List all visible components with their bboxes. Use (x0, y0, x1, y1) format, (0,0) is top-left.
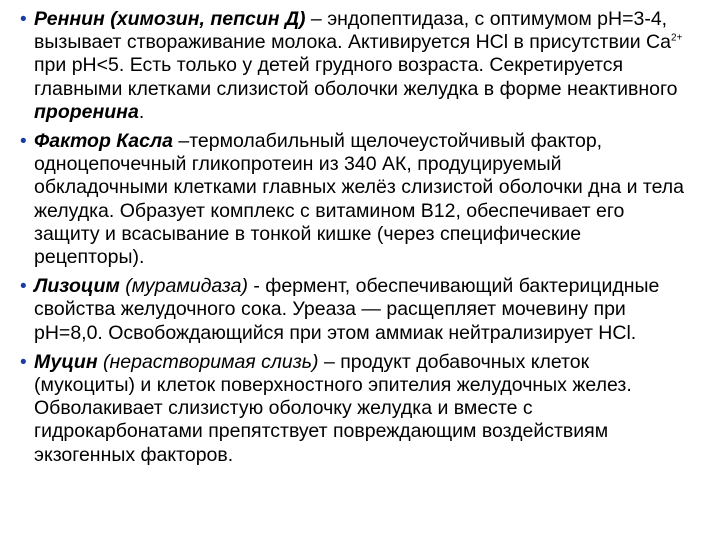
list-item-lysozyme (20, 275, 692, 345)
text-rennin-part2: при pH<5. Есть только у детей грудного возраста. Секретируется главными клетками слизистой оболочки желудка в форме неактивного (34, 54, 678, 100)
term-prorennin: проренина (34, 100, 139, 123)
text-mucin: – продукт добавочных клеток (мукоциты) и клеток поверхностного эпителия желудочных желез. Обволакивает слизистую оболочку желудка и вместе с гидрокарбонатами препятствует повреждающим воздействиям экзогенных факторов. (34, 350, 632, 466)
text-castle-factor: –термолабильный щелочеустойчивый фактор, одноцепочечный гликопротеин из 340 АК, продуцируемый обкладочными клетками главных желёз слизистой оболочки дна и тела желудка. Образует комплекс с витамином В12, обеспечивает его защиту и всасывание в тонкой кишке (через специфические рецепторы). (34, 130, 685, 269)
term-mucin: Муцин (34, 350, 98, 373)
superscript-ca-charge: 2+ (670, 32, 683, 44)
bullet-list (20, 8, 692, 467)
bullet-icon: • (20, 276, 27, 298)
aside-muramidase: (мурамидаза) (119, 275, 248, 298)
text-lysozyme: - фермент, обеспечивающий бактерицидные свойства желудочного сока. Уреаза — расщепляет мочевину при pH=8,0. Освобождающийся при этом аммиак нейтрализирует HCl. (34, 275, 660, 344)
text-rennin-part1: – эндопептидаза, с оптимумом pH=3-4, вызывает створаживание молока. Активируется HCl в присутствии Ca (34, 8, 671, 54)
term-rennin: Реннин (химозин, пепсин Д) (34, 8, 306, 30)
bullet-icon: • (20, 351, 27, 373)
term-lysozyme: Лизоцим (34, 275, 120, 298)
list-item-rennin (20, 8, 692, 124)
term-castle-factor: Фактор Касла (34, 130, 173, 153)
bullet-icon: • (20, 131, 27, 153)
bullet-icon: • (20, 9, 27, 30)
aside-insoluble-mucus: (нерастворимая слизь) (97, 350, 319, 373)
list-item-mucin (20, 351, 692, 467)
text-rennin-part3: . (138, 100, 145, 123)
list-item-castle-factor (20, 130, 692, 269)
